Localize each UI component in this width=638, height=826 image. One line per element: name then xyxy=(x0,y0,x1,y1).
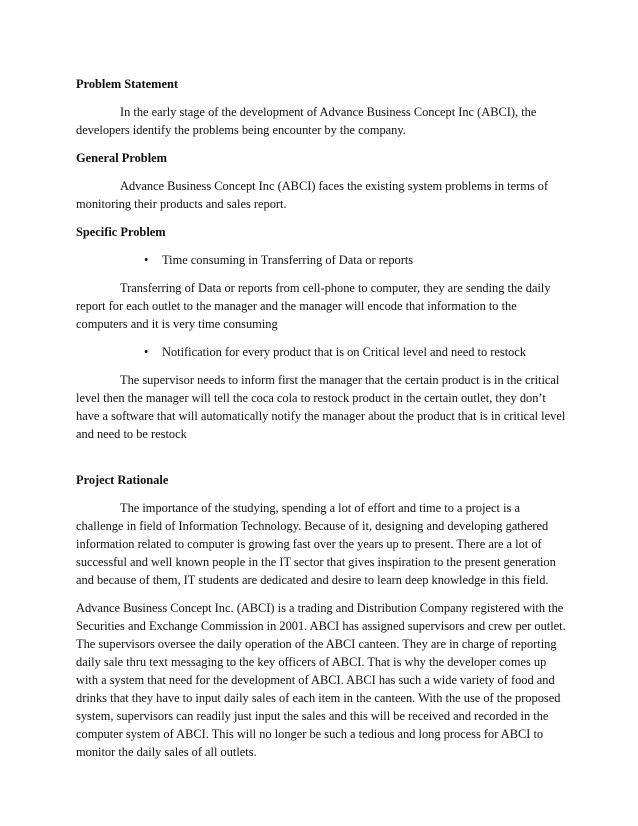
bullet-icon: • xyxy=(144,344,149,359)
specific-problem-text-2: The supervisor needs to inform first the manager that the certain product is in the critical level then the manager will tell the coca cola to restock product in the certain outlet, they don’t have a software that will automatically notify the manager about the product that is in critical level and need to be restock xyxy=(76,372,566,441)
problem-statement-heading: Problem Statement xyxy=(76,77,178,91)
bullet-item-notification xyxy=(76,344,566,362)
problem-statement-intro: In the early stage of the development of Advance Business Concept Inc (ABCI), the developers identify the problems being encounter by the company. xyxy=(76,104,537,137)
bullet-item-time-consuming xyxy=(76,252,566,270)
specific-problem-heading: Specific Problem xyxy=(76,224,166,239)
bullet-label: Notification for every product that is on Critical level and need to restock xyxy=(162,344,527,359)
document-body xyxy=(76,76,566,772)
bullet-icon: • xyxy=(144,252,149,267)
section-spacer xyxy=(76,454,566,472)
bullet-label: Time consuming in Transferring of Data or reports xyxy=(162,252,414,267)
general-problem-text: Advance Business Concept Inc (ABCI) faces the existing system problems in terms of monitoring their products and sales report. xyxy=(76,178,549,211)
project-rationale-para-2: Advance Business Concept Inc. (ABCI) is a trading and Distribution Company registered with the Securities and Exchange Commission in 2001. ABCI has assigned supervisors and crew per outlet. The supervisors oversee the daily operation of the ABCI canteen. They are in charge of reporting daily sale thru text messaging to the key officers of ABCI. That is why the developer comes up with a system that need for the development of ABCI. ABCI has such a wide variety of food and drinks that they have to input daily sales of each item in the canteen. With the use of the proposed system, supervisors can readily just input the sales and this will be received and recorded in the computer system of ABCI. This will no longer be such a tedious and long process for ABCI to monitor the daily sales of all outlets. xyxy=(76,600,566,759)
project-rationale-heading: Project Rationale xyxy=(76,472,169,487)
specific-problem-text-1: Transferring of Data or reports from cell-phone to computer, they are sending the daily report for each outlet to the manager and the manager will encode that information to the computers and it is very time consuming xyxy=(76,280,551,331)
project-rationale-para-1: The importance of the studying, spending a lot of effort and time to a project is a challenge in field of Information Technology. Because of it, designing and developing gathered information related to computer is growing fast over the years up to present. There are a lot of successful and well known people in the IT sector that gives inspiration to the present generation and because of them, IT students are dedicated and desire to learn deep knowledge in this field. xyxy=(76,500,556,587)
general-problem-heading: General Problem xyxy=(76,150,167,165)
